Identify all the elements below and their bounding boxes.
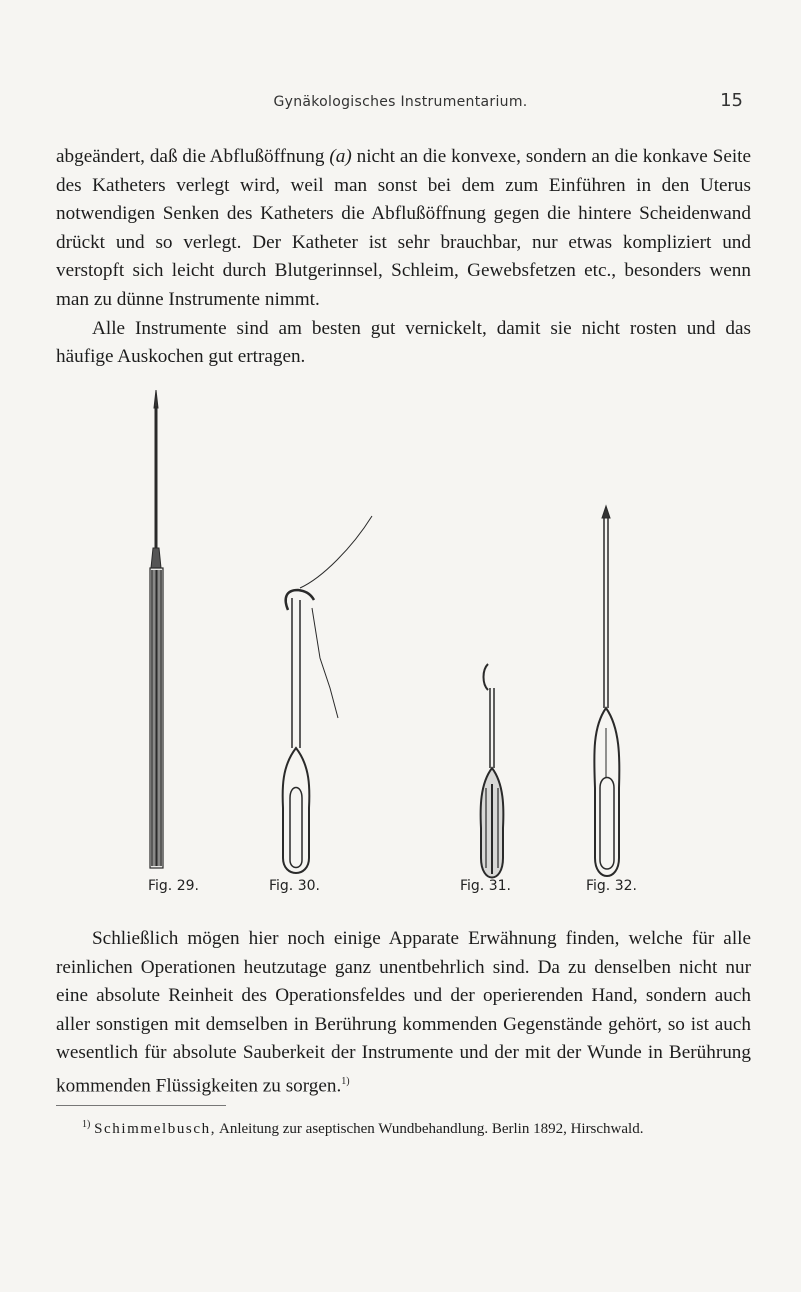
running-title: Gynäkologisches Instrumentarium. — [273, 94, 528, 110]
fig-31-instrument — [481, 664, 504, 878]
paragraph-catheter — [56, 143, 751, 315]
footnote-text: Anleitung zur aseptischen Wundbehandlung. Berlin 1892, Hirschwald. — [219, 1121, 644, 1137]
instrument-illustrations — [0, 388, 801, 908]
footnote-mark: 1) — [82, 1119, 91, 1130]
text-block-lower — [56, 925, 751, 1101]
fig-29-caption: Fig. 29. — [148, 878, 199, 894]
fig-31-caption: Fig. 31. — [460, 878, 511, 894]
fig-30-instrument — [283, 516, 372, 873]
paragraph-nickel: Alle Instrumente sind am besten gut vernickelt, damit sie nicht rosten und das häufige Auskochen gut ertragen. — [56, 317, 751, 368]
fig-29-instrument — [150, 390, 163, 868]
text-block-upper — [56, 143, 751, 372]
fig-32-instrument — [594, 506, 619, 876]
fig-30-caption: Fig. 30. — [269, 878, 320, 894]
paragraph-apparatus — [56, 925, 751, 1101]
footnote-divider — [56, 1105, 226, 1106]
paragraph-apparatus-text: Schließlich mögen hier noch einige Apparate Erwähnung finden, welche für alle reinlichen Operationen heutzutage ganz unentbehrlich sind. Da zu denselben nicht nur eine absolute Reinheit des Operationsfeldes und der operierenden Hand, sondern auch aller sonstigen mit demselben in Berührung kommenden Gegenstände gehört, so ist auch wesentlich für absolute Sauberkeit der Instrumente und der mit der Wunde in Berührung kommenden Flüssigkeiten zu sorgen. — [56, 928, 751, 1097]
footnote-author: Schimmelbusch, — [94, 1121, 217, 1137]
page-number: 15 — [720, 90, 743, 111]
paragraph-catheter-start: abgeändert, daß die Abflußöffnung — [56, 146, 325, 167]
reference-a: (a) — [329, 146, 352, 167]
footnote-reference: 1) — [341, 1075, 350, 1087]
fig-32-caption: Fig. 32. — [586, 878, 637, 894]
figure-group — [0, 388, 801, 908]
paragraph-catheter-rest: nicht an die konvexe, sondern an die konkave Seite des Katheters verlegt wird, weil man sonst bei dem zum Einführen in den Uterus notwendigen Senken des Katheters die Abflußöffnung gegen die hintere Scheidenwand drückt und so verlegt. Der Katheter ist sehr brauchbar, nur etwas kompliziert und verstopft sich leicht durch Blutgerinnsel, Schleim, Gewebsfetzen etc., besonders wenn man zu dünne Instrumente nimmt. — [56, 146, 752, 310]
footnote — [56, 1114, 751, 1140]
